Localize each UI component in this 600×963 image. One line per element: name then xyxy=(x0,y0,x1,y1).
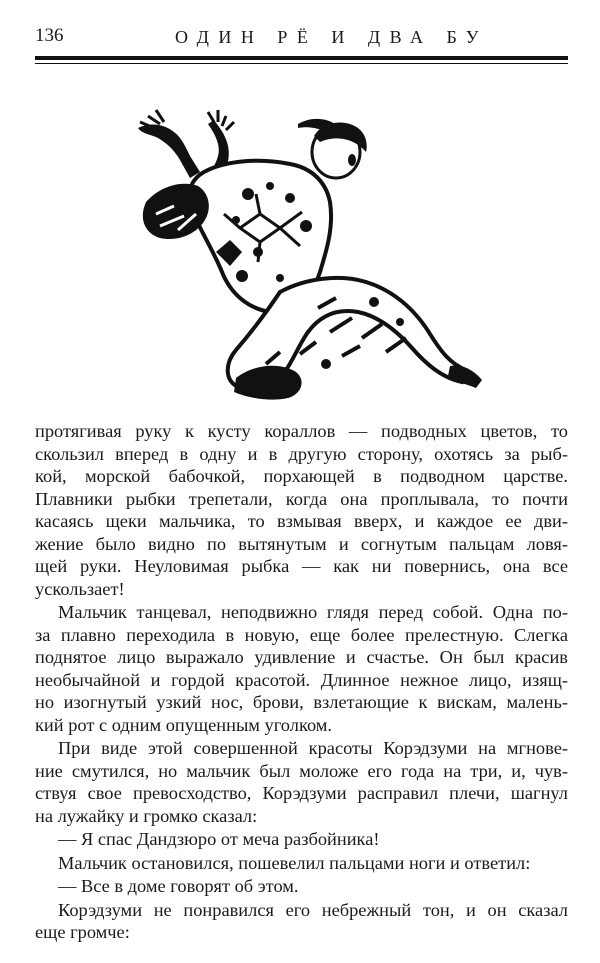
text-line: необычайной и гордой красотой. Длинное нежное лицо, изящ- xyxy=(35,669,568,690)
text-line: щей руки. Неуловимая рыбка — как ни повернись, она все xyxy=(35,556,568,576)
text-line: протягивая руку к кусту кораллов — подводных цветов, то xyxy=(35,421,568,441)
text-line: — Я спас Дандзюро от меча разбойника! xyxy=(58,829,380,849)
text-line: При виде этой совершенной красоты Корэдзуми на мгнове- xyxy=(58,738,568,758)
dancing-boy-illustration-icon xyxy=(130,102,490,402)
text-line: но изогнутый узкий нос, брови, взлетающие к вискам, малень- xyxy=(35,692,568,712)
text-line: касаясь щеки мальчика, то взмывая вверх, и каждое ее дви- xyxy=(35,511,568,531)
header-rule-thin xyxy=(35,63,568,64)
text-line: на лужайку и громко сказал: xyxy=(35,805,258,826)
text-line: Корэдзуми не понравился его небрежный тон, и он сказал xyxy=(58,899,568,920)
page-number: 136 xyxy=(35,25,64,46)
text-line: Мальчик танцевал, неподвижно глядя перед собой. Одна по- xyxy=(58,602,568,622)
text-line: поднятое лицо выражало удивление и счастье. Он был красив xyxy=(35,647,568,667)
running-header xyxy=(35,24,568,50)
text-line: — Все в доме говорят об этом. xyxy=(58,876,299,896)
text-line: ние смутился, но мальчик был моложе его года на три, и, чув- xyxy=(35,760,568,781)
running-title: ОДИН РЁ И ДВА БУ xyxy=(175,27,488,47)
text-line: еще громче: xyxy=(35,922,130,942)
text-line: кий рот с одним опущенным уголком. xyxy=(35,714,333,735)
text-line: ускользает! xyxy=(35,578,125,599)
text-line: за плавно переходила в новую, еще более прелестную. Слегка xyxy=(35,624,568,645)
text-line: Плавники рыбки трепетали, когда она проплывала, то почти xyxy=(35,488,568,509)
text-line: скользил вперед в одну и в другую сторону, охотясь за рыб- xyxy=(35,443,568,464)
text-line: ствуя свое превосходство, Корэдзуми расправил плечи, шагнул xyxy=(35,783,568,803)
body-text xyxy=(35,420,568,944)
text-line: кой, морской бабочкой, порхающей в подводном царстве. xyxy=(35,466,568,486)
header-rule-thick xyxy=(35,56,568,60)
text-line: жение было видно по вытянутым и согнутым пальцам ловя- xyxy=(35,533,568,554)
text-line: Мальчик остановился, пошевелил пальцами ноги и ответил: xyxy=(58,852,531,873)
